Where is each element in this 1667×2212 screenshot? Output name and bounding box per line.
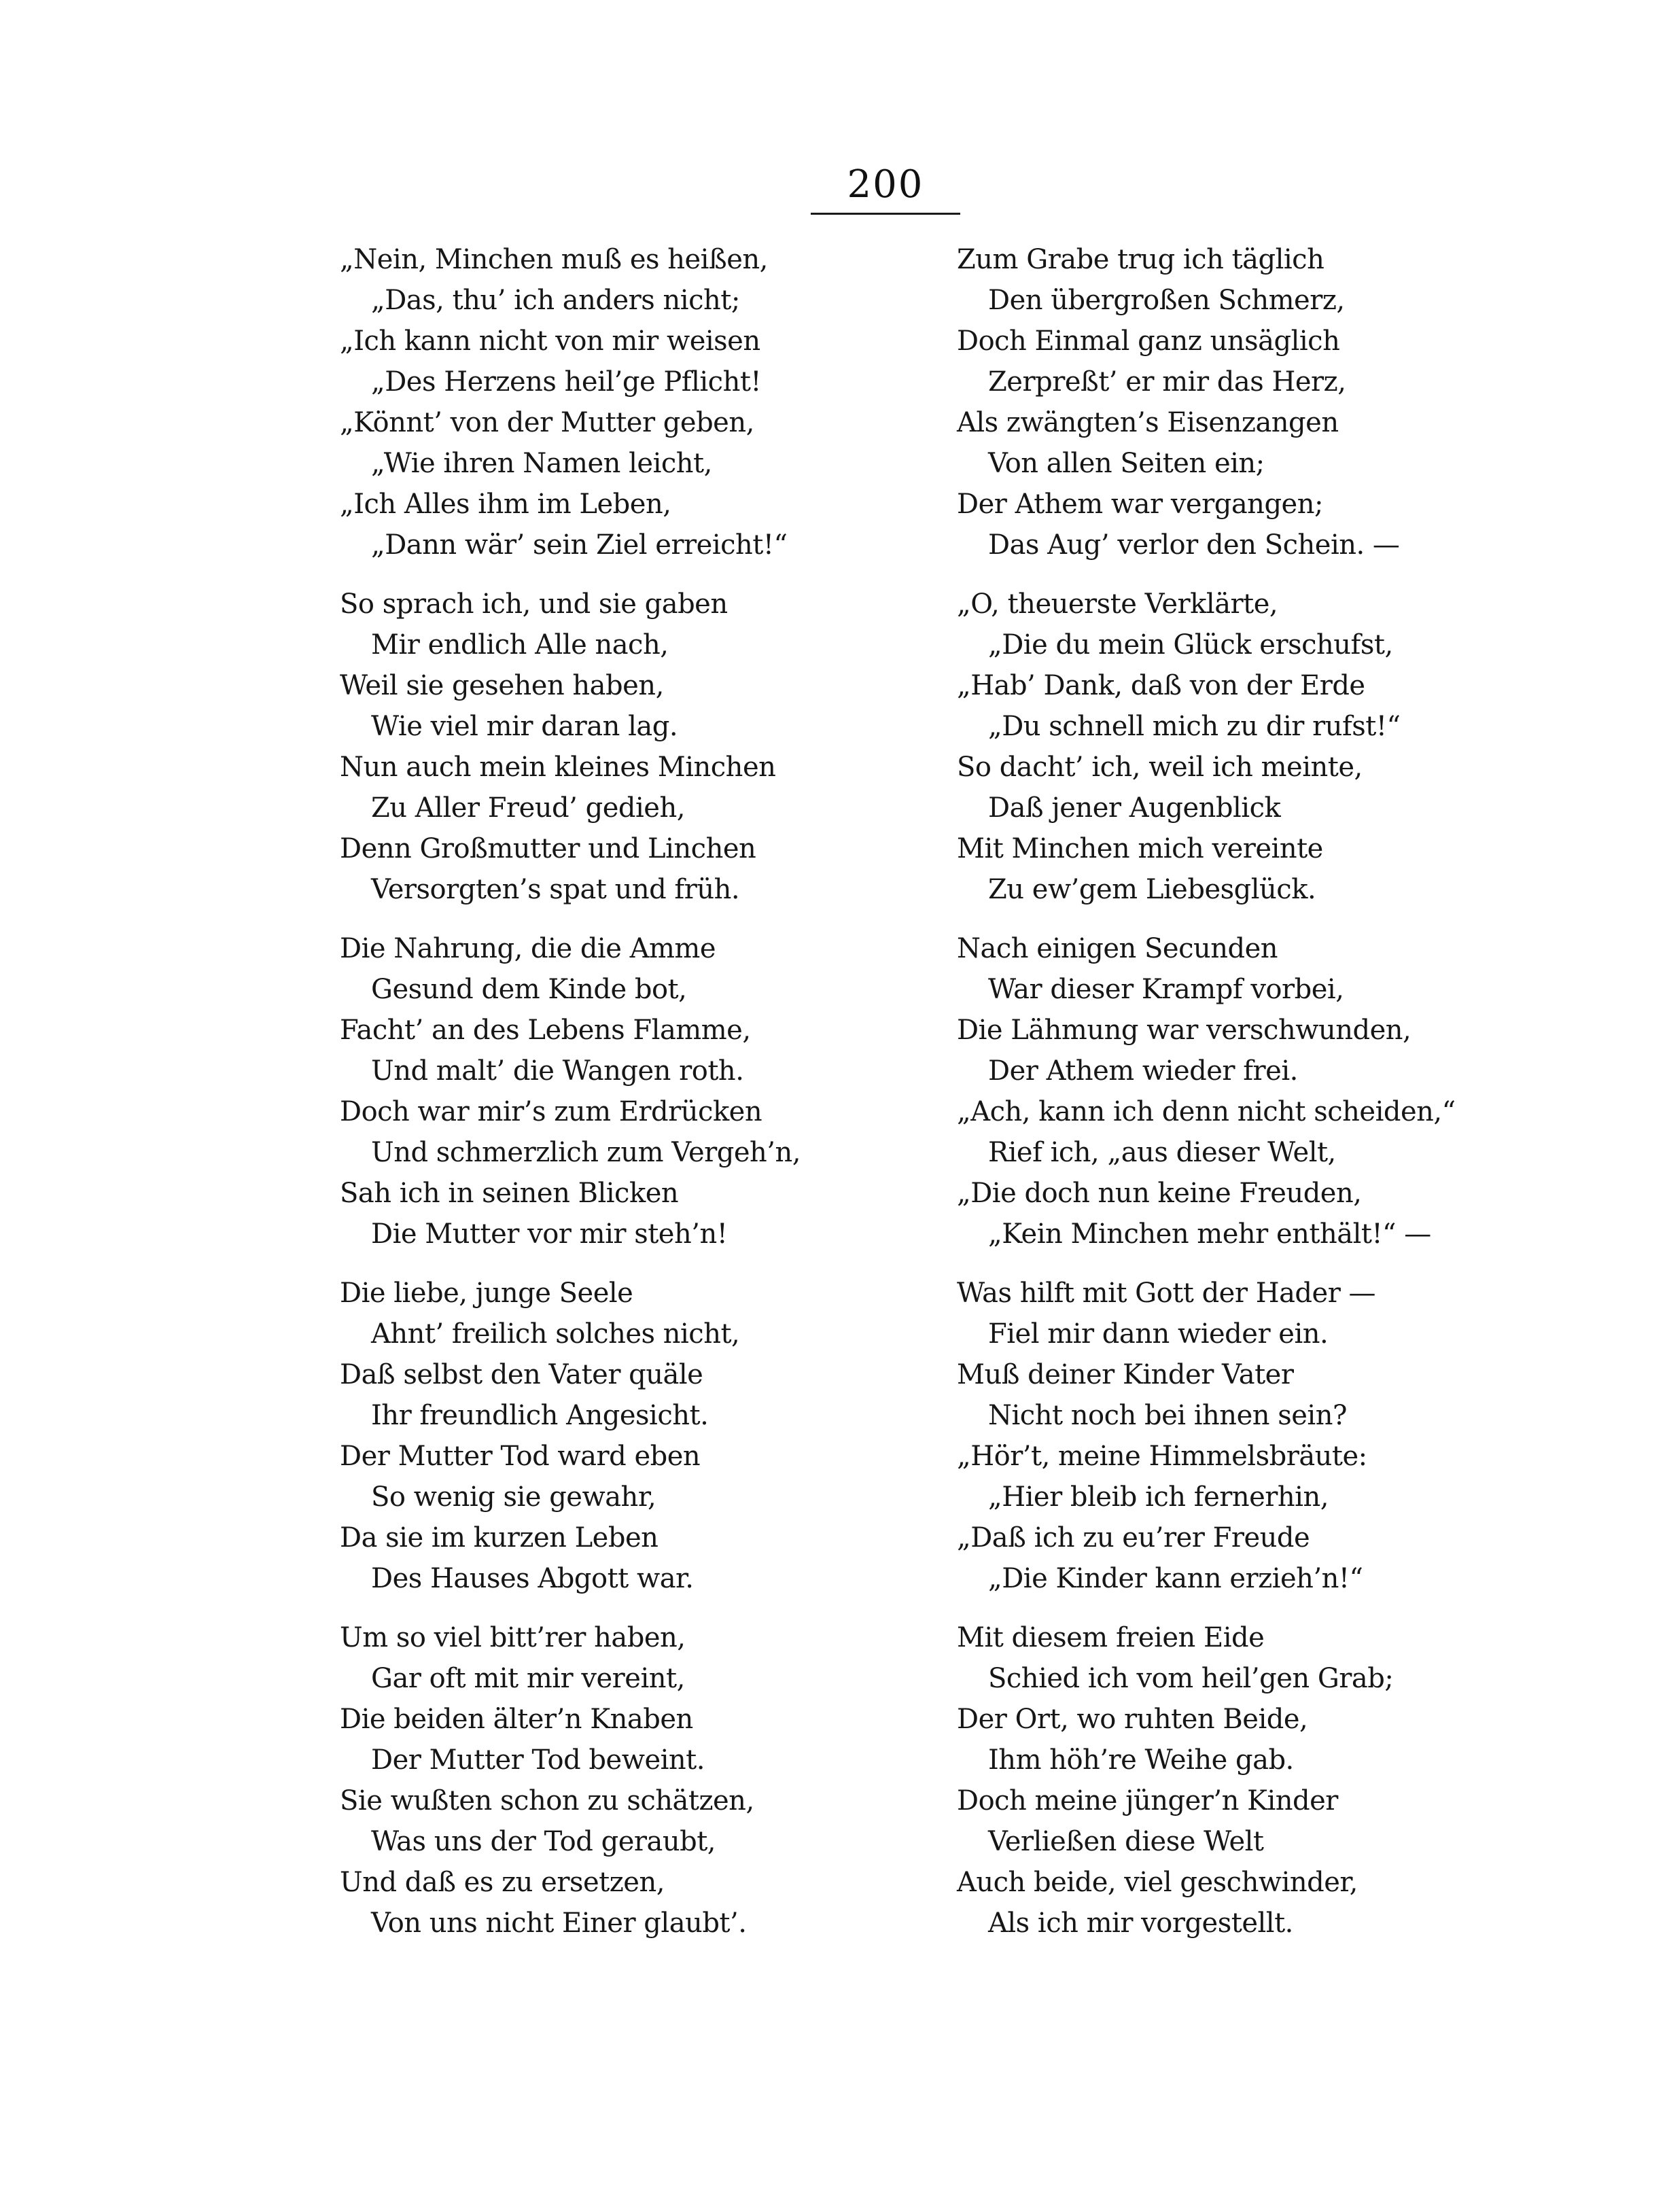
poem-line: Der Athem war vergangen; (957, 489, 1323, 520)
stanza (957, 239, 1487, 565)
poem-line: Der Mutter Tod ward eben (340, 1441, 701, 1472)
stanza (340, 239, 870, 565)
poem-line: Der Athem wieder frei. (988, 1055, 1298, 1087)
poem-line: Gar oft mit mir vereint, (371, 1663, 685, 1694)
poem-column-left (340, 239, 870, 1962)
poem-line: Ihr freundlich Angesicht. (371, 1400, 709, 1431)
poem-line: Als zwängten’s Eisenzangen (957, 407, 1339, 438)
poem-line: Wie viel mir daran lag. (371, 711, 678, 742)
poem-line: Von uns nicht Einer glaubt’. (371, 1908, 747, 1939)
stanza (957, 1273, 1487, 1599)
poem-line: Und schmerzlich zum Vergeh’n, (371, 1137, 801, 1168)
poem-line: Sie wußten schon zu schätzen, (340, 1785, 754, 1816)
poem-line: „Hör’t, meine Himmelsbräute: (957, 1441, 1367, 1472)
poem-line: Da sie im kurzen Leben (340, 1522, 659, 1553)
poem-line: Nicht noch bei ihnen sein? (988, 1400, 1347, 1431)
poem-line: „Dann wär’ sein Ziel erreicht!“ (371, 529, 788, 561)
poem-line: „Könnt’ von der Mutter geben, (340, 407, 754, 438)
poem-line: Schied ich vom heil’gen Grab; (988, 1663, 1394, 1694)
poem-line: Doch war mir’s zum Erdrücken (340, 1096, 762, 1127)
poem-line: Gesund dem Kinde bot, (371, 974, 687, 1005)
poem-line: Den übergroßen Schmerz, (988, 285, 1345, 316)
poem-line: Daß selbst den Vater quäle (340, 1359, 703, 1390)
poem-line: Mit Minchen mich vereinte (957, 833, 1323, 864)
poem-line: Das Aug’ verlor den Schein. — (988, 529, 1400, 561)
poem-line: Versorgten’s spat und früh. (371, 874, 740, 905)
stanza (340, 584, 870, 910)
poem-line: Auch beide, viel geschwinder, (957, 1867, 1358, 1898)
poem-line: „Kein Minchen mehr enthält!“ — (988, 1218, 1431, 1250)
poem-line: „Ach, kann ich denn nicht scheiden,“ (957, 1096, 1456, 1127)
poem-line: „Das, thu’ ich anders nicht; (371, 285, 740, 316)
page-number: 200 (847, 162, 924, 207)
poem-line: „Ich Alles ihm im Leben, (340, 489, 671, 520)
poem-line: Die beiden älter’n Knaben (340, 1704, 693, 1735)
poem-line: Und malt’ die Wangen roth. (371, 1055, 744, 1087)
stanza (340, 1273, 870, 1599)
poem-line: Denn Großmutter und Linchen (340, 833, 756, 864)
poem-line: Der Mutter Tod beweint. (371, 1744, 705, 1776)
poem-line: Zum Grabe trug ich täglich (957, 244, 1324, 275)
poem-line: Mir endlich Alle nach, (371, 629, 669, 661)
poem-line: War dieser Krampf vorbei, (988, 974, 1344, 1005)
poem-line: Rief ich, „aus dieser Welt, (988, 1137, 1336, 1168)
poem-line: Ahnt’ freilich solches nicht, (371, 1318, 740, 1350)
poem-line: Der Ort, wo ruhten Beide, (957, 1704, 1308, 1735)
poem-line: So wenig sie gewahr, (371, 1481, 656, 1513)
poem-line: Ihm höh’re Weihe gab. (988, 1744, 1294, 1776)
poem-line: Mit diesem freien Eide (957, 1622, 1265, 1653)
poem-line: Muß deiner Kinder Vater (957, 1359, 1294, 1390)
poem-line: Nun auch mein kleines Minchen (340, 752, 776, 783)
poem-line: Weil sie gesehen haben, (340, 670, 664, 701)
poem-line: Von allen Seiten ein; (988, 448, 1265, 479)
poem-line: „Ich kann nicht von mir weisen (340, 326, 760, 357)
poem-line: Zerpreßt’ er mir das Herz, (988, 366, 1346, 398)
header-rule (811, 213, 960, 215)
poem-line: Doch meine jünger’n Kinder (957, 1785, 1338, 1816)
poem-line: Was uns der Tod geraubt, (371, 1826, 716, 1857)
poem-line: Fiel mir dann wieder ein. (988, 1318, 1329, 1350)
stanza (957, 584, 1487, 910)
poem-line: Die Lähmung war verschwunden, (957, 1015, 1411, 1046)
poem-line: „Nein, Minchen muß es heißen, (340, 244, 768, 275)
poem-line: Doch Einmal ganz unsäglich (957, 326, 1340, 357)
poem-line: Um so viel bitt’rer haben, (340, 1622, 686, 1653)
stanza (957, 1617, 1487, 1944)
poem-line: „Die Kinder kann erzieh’n!“ (988, 1563, 1363, 1594)
poem-line: Daß jener Augenblick (988, 792, 1281, 824)
poem-line: Die liebe, junge Seele (340, 1278, 633, 1309)
stanza (957, 928, 1487, 1254)
poem-line: Was hilft mit Gott der Hader — (957, 1278, 1376, 1309)
poem-line: So dacht’ ich, weil ich meinte, (957, 752, 1363, 783)
poem-line: So sprach ich, und sie gaben (340, 589, 728, 620)
poem-line: Die Mutter vor mir steh’n! (371, 1218, 728, 1250)
poem-line: Facht’ an des Lebens Flamme, (340, 1015, 751, 1046)
poem-line: Des Hauses Abgott war. (371, 1563, 694, 1594)
poem-line: Sah ich in seinen Blicken (340, 1178, 679, 1209)
poem-line: „Hier bleib ich fernerhin, (988, 1481, 1329, 1513)
poem-line: „Wie ihren Namen leicht, (371, 448, 712, 479)
page-header (811, 162, 960, 220)
poem-line: „Daß ich zu eu’rer Freude (957, 1522, 1310, 1553)
poem-line: „Die doch nun keine Freuden, (957, 1178, 1362, 1209)
poem-line: Als ich mir vorgestellt. (988, 1908, 1293, 1939)
poem-line: Zu ew’gem Liebesglück. (988, 874, 1316, 905)
poem-line: „Du schnell mich zu dir rufst!“ (988, 711, 1401, 742)
poem-line: „O, theuerste Verklärte, (957, 589, 1278, 620)
poem-line: Die Nahrung, die die Amme (340, 933, 716, 964)
poem-line: Nach einigen Secunden (957, 933, 1278, 964)
poem-line: Verließen diese Welt (988, 1826, 1264, 1857)
poem-line: Und daß es zu ersetzen, (340, 1867, 665, 1898)
poem-line: „Die du mein Glück erschufst, (988, 629, 1393, 661)
stanza (340, 1617, 870, 1944)
poem-line: Zu Aller Freud’ gedieh, (371, 792, 685, 824)
stanza (340, 928, 870, 1254)
poem-line: „Des Herzens heil’ge Pflicht! (371, 366, 761, 398)
poem-line: „Hab’ Dank, daß von der Erde (957, 670, 1365, 701)
poem-column-right (957, 239, 1487, 1962)
